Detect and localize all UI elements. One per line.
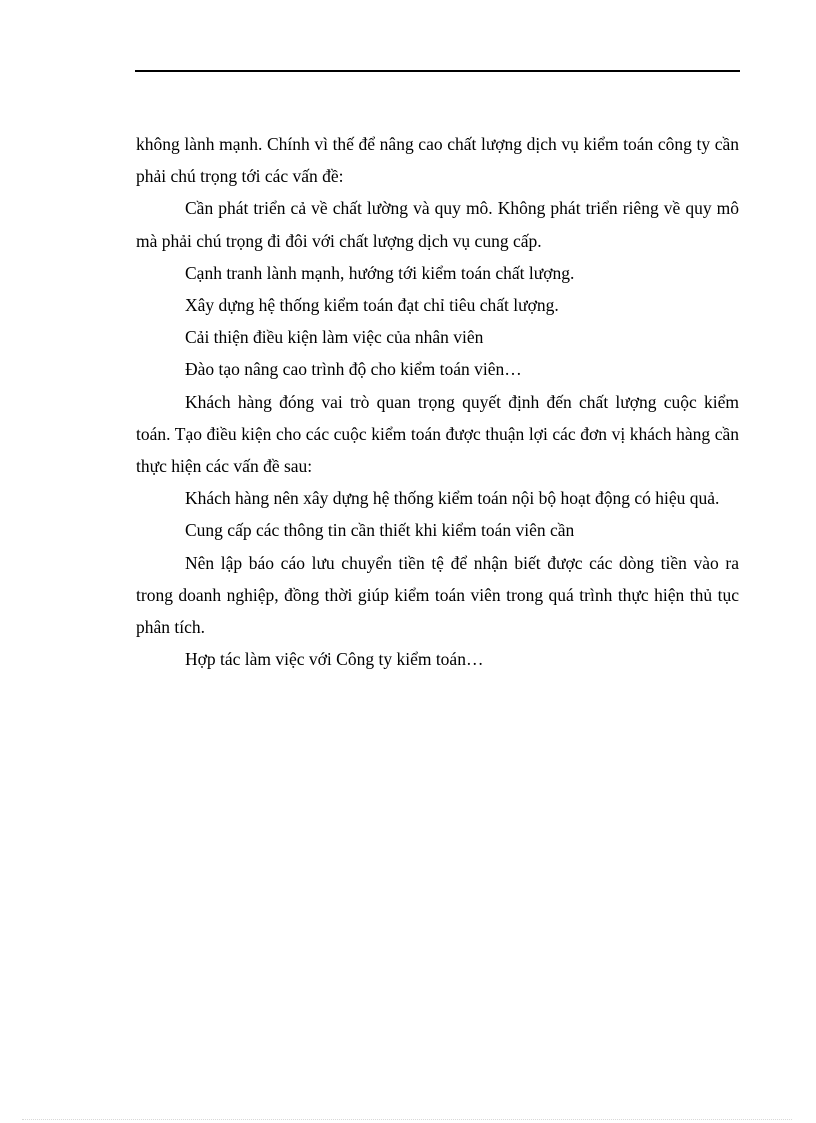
paragraph-auditor-training: Đào tạo nâng cao trình độ cho kiểm toán viên… [185,359,522,380]
paragraph-fair-competition: Cạnh tranh lành mạnh, hướng tới kiểm toán chất lượng. [185,262,575,283]
paragraph-cooperation: Hợp tác làm việc với Công ty kiểm toán… [185,649,484,670]
paragraph-quality-system: Xây dựng hệ thống kiểm toán đạt chỉ tiêu chất lượng. [185,295,559,316]
paragraph-client-role: Khách hàng đóng vai trò quan trọng quyết định đến chất lượng cuộc kiểm toán. Tạo điều kiện cho các cuộc kiểm toán được thuận lợi các đơn vị khách hàng cần thực hiện các vấn đề sau: [136,391,739,477]
bottom-dotted-border [22,1119,792,1120]
header-rule [135,70,740,72]
paragraph-internal-audit: Khách hàng nên xây dựng hệ thống kiểm toán nội bộ hoạt động có hiệu quả. [185,488,720,509]
paragraph-cash-flow-report: Nên lập báo cáo lưu chuyển tiền tệ để nhận biết được các dòng tiền vào ra trong doanh nghiệp, đồng thời giúp kiểm toán viên trong quá trình thực hiện thủ tục phân tích. [136,552,739,638]
body-text [136,128,739,675]
paragraph-continuation: không lành mạnh. Chính vì thế để nâng cao chất lượng dịch vụ kiểm toán công ty cần phải chú trọng tới các vấn đề: [136,134,739,187]
paragraph-quality-scale: Cần phát triển cả về chất lường và quy mô. Không phát triển riêng về quy mô mà phải chú trọng đi đôi với chất lượng dịch vụ cung cấp. [136,198,739,251]
paragraph-working-conditions: Cải thiện điều kiện làm việc của nhân viên [185,327,484,348]
paragraph-provide-information: Cung cấp các thông tin cần thiết khi kiểm toán viên cần [185,520,575,541]
